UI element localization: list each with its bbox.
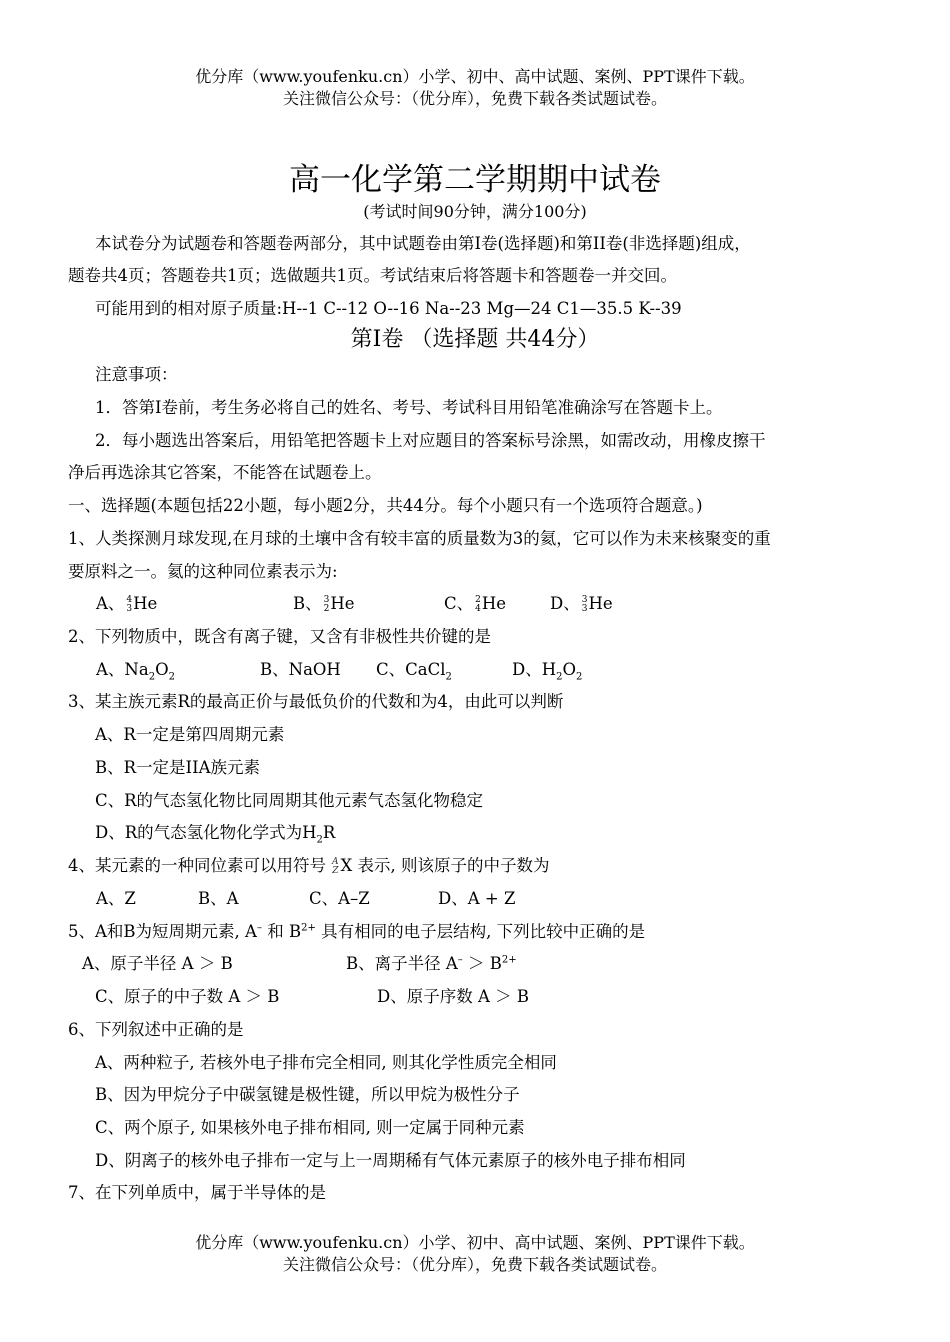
q1-option-d: D、 3 3 He (550, 594, 613, 614)
q3-option-a: A、R一定是第四周期元素 (95, 725, 285, 744)
q5-option-b: B、离子半径 $A^- > B^{2+}$ (346, 954, 517, 973)
header-line-2: 关注微信公众号：（优分库），免费下载各类试题试卷。 (282, 89, 667, 108)
q1-stem-line-2: 要原料之一。氦的这种同位素表示为: (68, 562, 338, 581)
footer-line-2: 关注微信公众号：（优分库），免费下载各类试题试卷。 (282, 1255, 667, 1274)
intro-line-1: 本试卷分为试题卷和答题卷两部分，其中试题卷由第Ⅰ卷(选择题)和第ⅠⅠ卷(非选择题)组成， (95, 234, 751, 253)
q3-option-b: B、R一定是IIA族元素 (95, 758, 260, 777)
q4-option-c: C、A–Z (309, 889, 370, 908)
q7-stem: 7、在下列单质中，属于半导体的是 (68, 1183, 326, 1202)
q2-option-c: C、CaCl$_2$ (376, 660, 452, 683)
note-2b: 净后再选涂其它答案，不能答在试题卷上。 (68, 463, 382, 482)
q6-option-a: A、两种粒子, 若核外电子排布完全相同, 则其化学性质完全相同 (95, 1053, 557, 1072)
q1-option-b: B、 3 2 He (293, 594, 355, 614)
note-2a: 2．每小题选出答案后，用铅笔把答题卡上对应题目的答案标号涂黑，如需改动，用橡皮擦干 (95, 431, 766, 450)
page-footer (0, 1232, 950, 1276)
q2-stem: 2、下列物质中，既含有离子键，又含有非极性共价键的是 (68, 627, 491, 646)
exam-title: 高一化学第二学期期中试卷 (289, 162, 661, 198)
q4-option-b: B、A (198, 889, 239, 908)
q3-option-c: C、R的气态氢化物比同周期其他元素气态氢化物稳定 (95, 791, 484, 810)
q6-option-c: C、两个原子, 如果核外电子排布相同, 则一定属于同种元素 (95, 1118, 525, 1137)
q1-option-c: C、 2 4 He (444, 594, 507, 614)
q2-option-a: A、$Na_2O_2$ (96, 660, 175, 683)
q4-stem: 4、某元素的一种同位素可以用符号 A Z X 表示, 则该原子的中子数为 (68, 856, 550, 876)
atomic-masses: 可能用到的相对原子质量:H--1 C--12 O--16 Na--23 Mg—24 C1—35.5 K--39 (95, 299, 682, 318)
q5-stem: 5、A和B为短周期元素, A– 和 $B^{2+}$ 具有相同的电子层结构, 下列比较中正确的是 (68, 922, 646, 941)
q4-option-d: D、A + Z (438, 889, 516, 908)
q2-option-b: B、NaOH (260, 660, 341, 679)
header-line-1: 优分库（www.youfenku.cn）小学、初中、高中试题、案例、PPT课件下载。 (195, 67, 755, 86)
part-1-heading: 一、选择题(本题包括22小题，每小题2分，共44分。每个小题只有一个选项符合题意。) (68, 496, 703, 515)
q3-stem: 3、某主族元素R的最高正价与最低负价的代数和为4，由此可以判断 (68, 692, 564, 711)
exam-subtitle: (考试时间90分钟，满分100分) (363, 202, 587, 221)
q4-option-a: A、Z (96, 889, 136, 908)
intro-line-2: 题卷共4页；答题卷共1页；选做题共1页。考试结束后将答题卡和答题卷一并交回。 (68, 266, 677, 285)
page-header (0, 66, 950, 110)
q3-option-d: D、R的气态氢化物化学式为$H_2R$ (95, 823, 336, 846)
q2-option-d: D、$H_2O_2$ (512, 660, 583, 683)
q6-option-b: B、因为甲烷分子中碳氢键是极性键，所以甲烷为极性分子 (95, 1085, 520, 1104)
notes-heading: 注意事项： (95, 365, 178, 384)
q5-option-d: D、原子序数 A ＞ B (377, 987, 530, 1006)
q1-option-a: A、 4 3 He (96, 594, 158, 614)
q5-option-c: C、原子的中子数 A ＞ B (95, 987, 280, 1006)
q6-option-d: D、阴离子的核外电子排布一定与上一周期稀有气体元素原子的核外电子排布相同 (95, 1151, 686, 1170)
q5-option-a: A、原子半径 A ＞ B (82, 954, 233, 973)
section-title: 第Ⅰ卷 （选择题 共44分） (350, 327, 600, 352)
q6-stem: 6、下列叙述中正确的是 (68, 1020, 244, 1039)
note-1: 1．答第Ⅰ卷前，考生务必将自己的姓名、考号、考试科目用铅笔准确涂写在答题卡上。 (95, 398, 723, 417)
q1-stem-line-1: 1、人类探测月球发现,在月球的土壤中含有较丰富的质量数为3的氦，它可以作为未来核聚变的重 (68, 529, 771, 548)
footer-line-1: 优分库（www.youfenku.cn）小学、初中、高中试题、案例、PPT课件下载。 (195, 1233, 755, 1252)
